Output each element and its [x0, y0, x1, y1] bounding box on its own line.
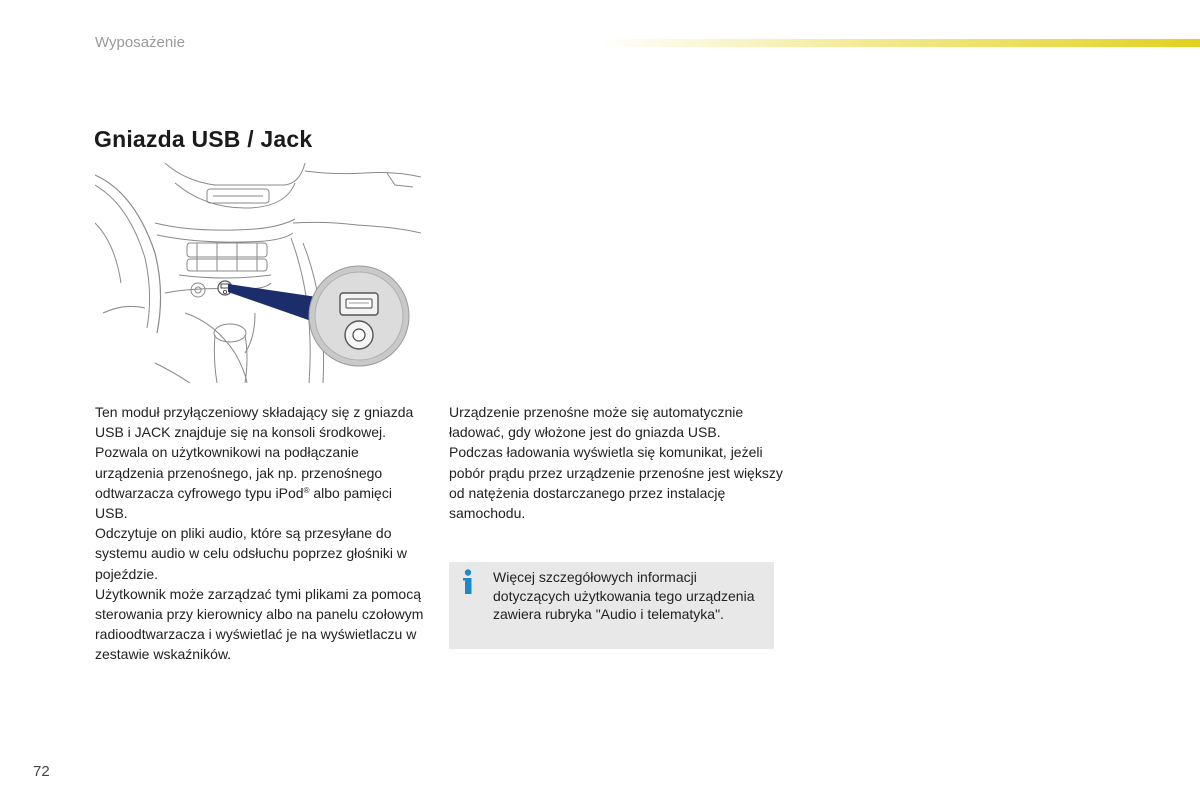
usb-jack-detail-zoom [309, 266, 409, 366]
info-note-text: Więcej szczegółowych informacji dotyczących użytkowania tego urządzenia zawiera rubryka "Audio i telematyka". [493, 569, 755, 622]
right-text-column [449, 402, 784, 523]
section-header: Wyposażenie [95, 34, 185, 51]
page-title: Gniazda USB / Jack [94, 126, 313, 152]
header-accent-bar [600, 39, 1200, 47]
paragraph-charging-warning: Podczas ładowania wyświetla się komunikat, jeżeli pobór prądu przez urządzenie przenośne jest większy od natężenia dostarczanego przez instalację samochodu. [449, 444, 783, 522]
paragraph-device-connection: Pozwala on użytkownikowi na podłączanie urządzenia przenośnego, jak np. przenośnego odtwarzacza cyfrowego typu iPod® albo pamięci USB. [95, 444, 392, 522]
usb-jack-illustration [95, 163, 421, 383]
paragraph-audio-playback: Odczytuje on pliki audio, które są przesyłane do systemu audio w celu odsłuchu poprzez głośniki w pojeździe. [95, 525, 408, 582]
info-icon [461, 568, 475, 596]
left-text-column [95, 402, 425, 665]
registered-mark: ® [303, 485, 310, 495]
page-number: 72 [33, 763, 50, 780]
paragraph-module-description: Ten moduł przyłączeniowy składający się z gniazda USB i JACK znajduje się na konsoli środkowej. [95, 404, 414, 441]
info-note [449, 562, 774, 649]
paragraph-file-management: Użytkownik może zarządzać tymi plikami za pomocą sterowania przy kierownicy albo na panelu czołowym radioodtwarzacza i wyświetlać je na wyświetlaczu w zestawie wskaźników. [95, 585, 424, 663]
paragraph-charging: Urządzenie przenośne może się automatycznie ładować, gdy włożone jest do gniazda USB. [449, 404, 744, 441]
